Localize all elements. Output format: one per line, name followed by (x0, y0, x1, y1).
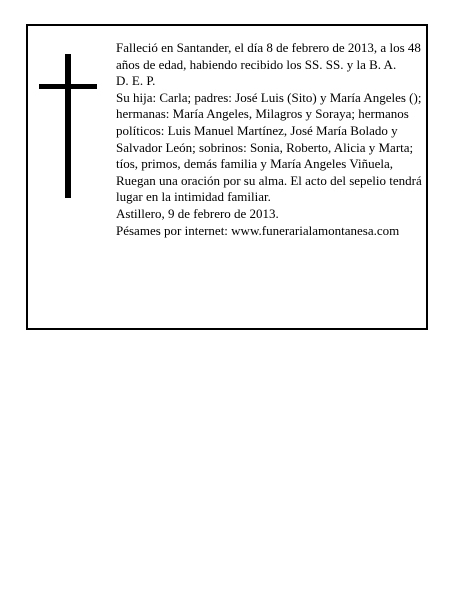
place-date: Astillero, 9 de febrero de 2013. (116, 205, 279, 221)
rest-in-peace: D. E. P. (116, 73, 156, 89)
condolences-link[interactable]: Pésames por internet: www.funerarialamontanesa.com (116, 222, 400, 238)
obituary-text (116, 40, 422, 239)
cross-horizontal-bar (39, 84, 97, 89)
family-list: Su hija: Carla; padres: José Luis (Sito) y María Angeles (); hermanas: María Angeles, Milagros y Soraya; hermanos políticos: Luis Manuel Martínez, José María Bolado y Salvador León; sobrinos: Sonia, Roberto, Alicia y Marta; tíos, primos, demás familia y María Angeles Viñuela, (116, 89, 422, 172)
obituary-notice (26, 24, 428, 330)
prayer-request: Ruegan una oración por su alma. El acto del sepelio tendrá lugar en la intimidad familiar. (116, 172, 422, 205)
death-announcement: Falleció en Santander, el día 8 de febrero de 2013, a los 48 años de edad, habiendo recibido los SS. SS. y la B. A. (116, 40, 421, 72)
cross-vertical-bar (65, 54, 71, 198)
